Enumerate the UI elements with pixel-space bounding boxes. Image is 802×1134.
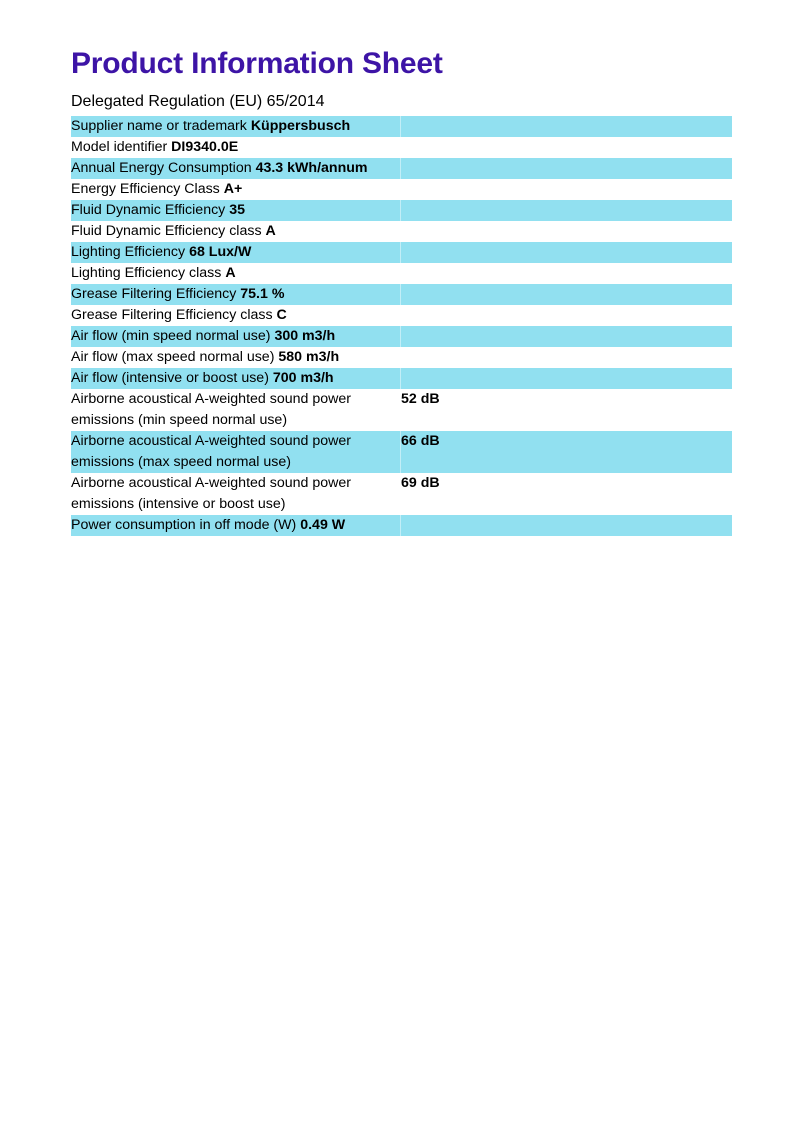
row-value: A+ xyxy=(223,181,243,197)
row-empty-cell xyxy=(401,158,731,179)
row-label: Model identifier xyxy=(71,139,168,155)
row-label: Lighting Efficiency class xyxy=(71,265,222,281)
row-value: 75.1 % xyxy=(240,286,285,302)
row-label-cell: Airborne acoustical A-weighted sound power emissions (max speed normal use) xyxy=(71,431,401,473)
row-value: A xyxy=(225,265,236,281)
row-label-cell xyxy=(71,179,401,200)
row-value: 0.49 W xyxy=(300,517,346,533)
row-value: C xyxy=(276,307,287,323)
row-label: Lighting Efficiency xyxy=(71,244,186,260)
row-value: 43.3 kWh/annum xyxy=(255,160,368,176)
row-empty-cell xyxy=(401,137,731,158)
row-empty-cell xyxy=(401,242,731,263)
table-row xyxy=(71,158,732,179)
table-row xyxy=(71,263,732,284)
row-label-cell xyxy=(71,368,401,389)
row-value: Küppersbusch xyxy=(250,118,351,134)
row-label-cell xyxy=(71,263,401,284)
row-label: Air flow (min speed normal use) xyxy=(71,328,271,344)
row-value: 300 m3/h xyxy=(274,328,336,344)
row-label: Air flow (max speed normal use) xyxy=(71,349,275,365)
row-label-cell xyxy=(71,515,401,536)
row-label: Power consumption in off mode (W) xyxy=(71,517,297,533)
row-label: Fluid Dynamic Efficiency class xyxy=(71,223,262,239)
table-row xyxy=(71,137,732,158)
row-empty-cell xyxy=(401,263,731,284)
table-row xyxy=(71,368,732,389)
row-label-cell xyxy=(71,158,401,179)
row-label-cell xyxy=(71,326,401,347)
table-row xyxy=(71,179,732,200)
row-label: Supplier name or trademark xyxy=(71,118,247,134)
row-value: 580 m3/h xyxy=(278,349,340,365)
table-row xyxy=(71,431,732,473)
row-label-cell xyxy=(71,242,401,263)
row-value: DI9340.0E xyxy=(171,139,239,155)
row-label-cell xyxy=(71,221,401,242)
row-empty-cell xyxy=(401,284,731,305)
table-row xyxy=(71,347,732,368)
table-row xyxy=(71,305,732,326)
row-empty-cell xyxy=(401,368,731,389)
row-empty-cell xyxy=(401,305,731,326)
row-value: 68 Lux/W xyxy=(189,244,252,260)
table-row xyxy=(71,200,732,221)
row-value: 700 m3/h xyxy=(272,370,334,386)
row-label: Fluid Dynamic Efficiency xyxy=(71,202,226,218)
table-row xyxy=(71,221,732,242)
row-label-cell xyxy=(71,347,401,368)
row-empty-cell xyxy=(401,515,731,536)
table-row xyxy=(71,389,732,431)
row-label-cell: Airborne acoustical A-weighted sound power emissions (intensive or boost use) xyxy=(71,473,401,515)
row-value: A xyxy=(265,223,276,239)
row-empty-cell xyxy=(401,347,731,368)
row-empty-cell xyxy=(401,179,731,200)
row-label-cell xyxy=(71,284,401,305)
row-label: Grease Filtering Efficiency xyxy=(71,286,237,302)
row-value: 69 dB xyxy=(401,475,440,491)
row-empty-cell xyxy=(401,326,731,347)
table-row xyxy=(71,473,732,515)
table-row xyxy=(71,116,732,137)
page-title: Product Information Sheet xyxy=(71,47,443,80)
row-label-cell xyxy=(71,116,401,137)
row-empty-cell xyxy=(401,200,731,221)
regulation-subtitle: Delegated Regulation (EU) 65/2014 xyxy=(71,93,325,110)
row-label: Grease Filtering Efficiency class xyxy=(71,307,273,323)
row-label: Energy Efficiency Class xyxy=(71,181,220,197)
row-label-cell xyxy=(71,200,401,221)
row-label: Annual Energy Consumption xyxy=(71,160,252,176)
table-row xyxy=(71,326,732,347)
row-label: Air flow (intensive or boost use) xyxy=(71,370,269,386)
row-value: 52 dB xyxy=(401,391,440,407)
product-info-table xyxy=(71,116,732,536)
row-label-cell xyxy=(71,137,401,158)
row-label-cell xyxy=(71,305,401,326)
row-value: 66 dB xyxy=(401,433,440,449)
table-row xyxy=(71,242,732,263)
row-empty-cell xyxy=(401,116,731,137)
table-row xyxy=(71,284,732,305)
row-label-cell: Airborne acoustical A-weighted sound power emissions (min speed normal use) xyxy=(71,389,401,431)
row-empty-cell xyxy=(401,221,731,242)
row-value: 35 xyxy=(229,202,246,218)
table-row xyxy=(71,515,732,536)
